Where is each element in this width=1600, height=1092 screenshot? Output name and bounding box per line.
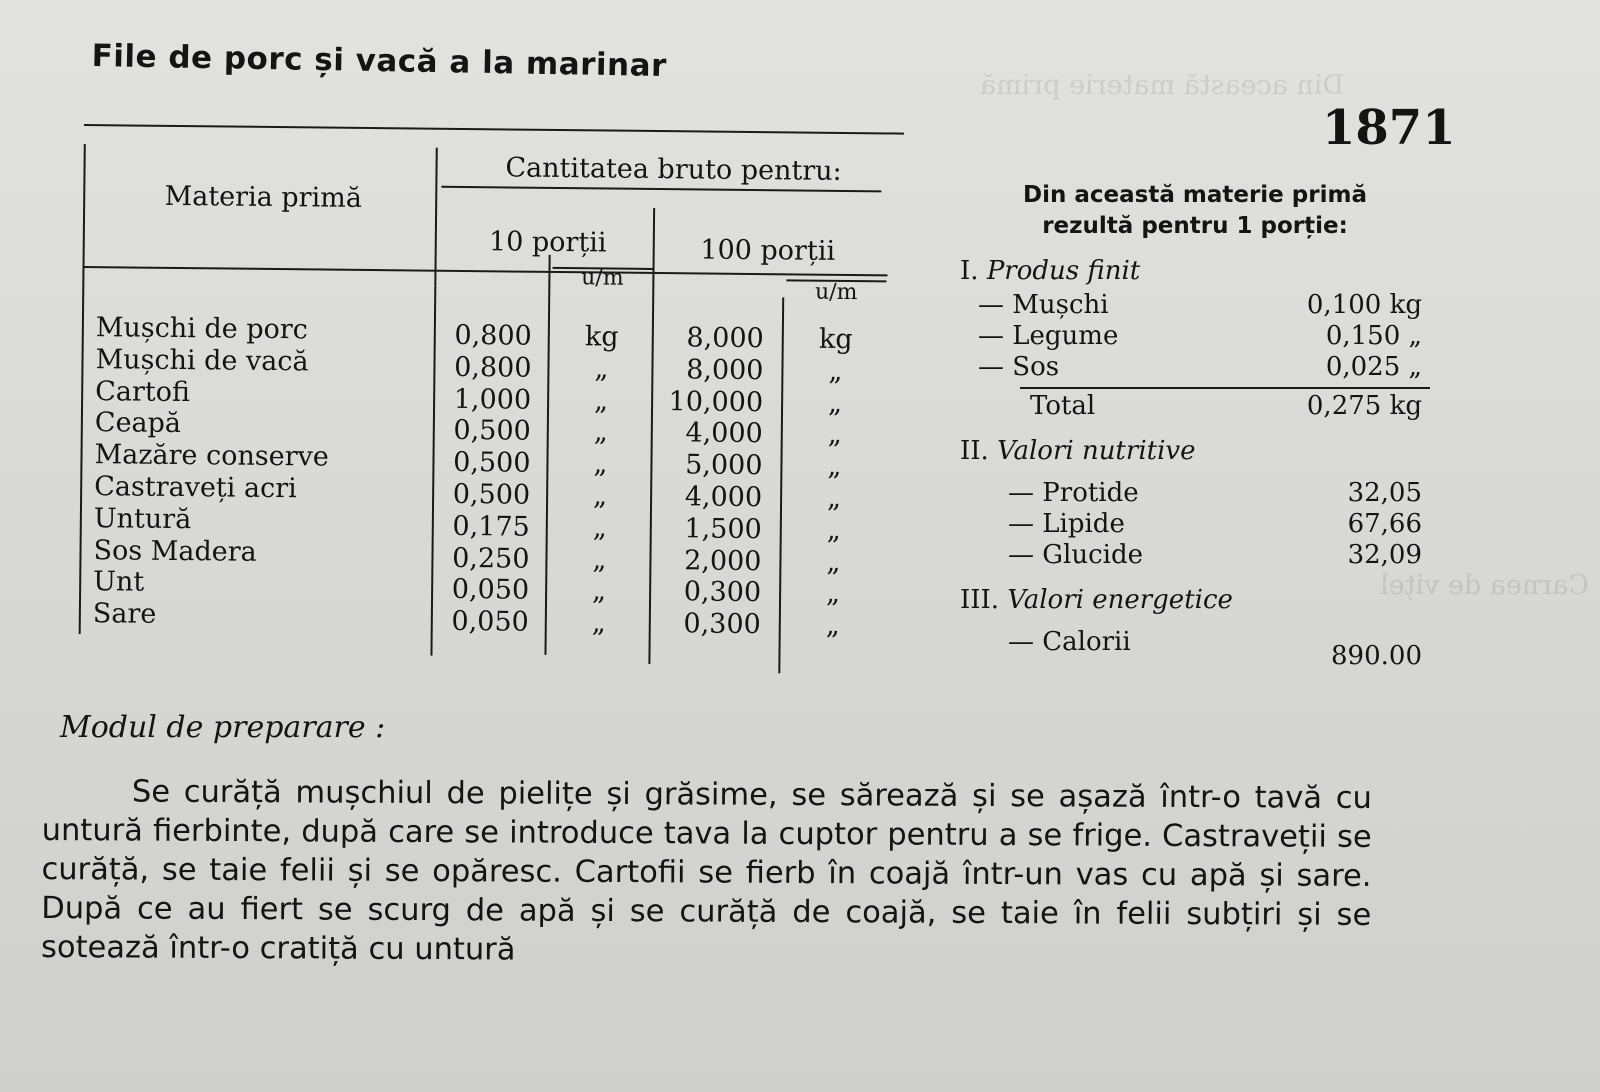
section-title: Valori energetice: [1007, 585, 1233, 615]
ingredients-table: [78, 124, 918, 691]
method-title: Modul de preparare :: [60, 710, 386, 745]
bleed-through-text: Carnea de vițel: [1380, 570, 1589, 601]
um-10: „: [592, 480, 608, 512]
yield-line: [960, 619, 1430, 671]
section-energetic-values: [960, 581, 1430, 619]
table-divider: [79, 144, 86, 634]
yield-label: — Calorii: [1008, 627, 1131, 657]
qty-100-column: [651, 322, 764, 641]
yield-heading: [960, 180, 1430, 242]
qty-100: 5,000: [685, 449, 763, 482]
qty-100: 8,000: [686, 354, 764, 386]
ingredient-name: Unt: [93, 566, 145, 599]
section-nutritive-values: [960, 432, 1430, 470]
section-numeral: III.: [960, 585, 1000, 615]
um-10: „: [591, 575, 607, 607]
qty-100: 8,000: [686, 322, 764, 355]
yield-label: — Glucide: [1008, 540, 1144, 570]
yield-line: [960, 540, 1430, 571]
header-um-100: u/m: [814, 279, 858, 306]
table-top-rule: [84, 124, 904, 135]
um-10: „: [593, 384, 609, 417]
recipe-number: 1871: [1322, 100, 1456, 156]
header-raw-material: Materia primă: [164, 180, 363, 214]
ingredient-name: Castraveți acri: [94, 471, 297, 505]
ingredient-name: Ceapă: [94, 407, 182, 440]
um-10: „: [592, 543, 607, 576]
qty-100: 10,000: [668, 385, 764, 418]
method-text: Se curăță mușchiul de pielițe și grăsime, se sărează și se așază într-o tavă cu untură fierbinte, după care se introduce tava la cuptor pentru a se frige. Castraveții se curăță, se taie felii și se opăresc. Cartofii se fierb în coajă într-un vas cu apă și sare. După ce au fiert se scurg de apă și se curăță de coajă, se taie în felii subțiri și se sotează într-o cratiță cu untură: [40, 774, 1372, 968]
um-100: „: [826, 514, 841, 546]
um-100: kg: [818, 323, 853, 356]
ingredient-name: Mușchi de vacă: [95, 343, 309, 378]
qty-100: 2,000: [684, 544, 762, 577]
recipe-title: File de porc și vacă a la marinar: [91, 38, 668, 85]
section-title: Produs finit: [986, 256, 1141, 286]
qty-100: 4,000: [684, 481, 763, 514]
header-10-portions: 10 porții: [488, 226, 607, 259]
bleed-through-text: Din această materie primă: [980, 70, 1345, 101]
header-quantity: Cantitatea bruto pentru:: [505, 152, 842, 187]
qty-10-column: [433, 320, 532, 639]
yield-value: 32,05: [1347, 478, 1422, 508]
yield-line: [960, 290, 1430, 321]
um-10: „: [594, 353, 609, 385]
um-10: „: [592, 512, 607, 544]
yield-label: — Sos: [978, 352, 1060, 382]
qty-10: 0,500: [453, 415, 531, 448]
um-100: „: [826, 546, 841, 578]
um-100: „: [827, 419, 842, 451]
header-100-portions: 100 porții: [700, 234, 836, 267]
qty-100: 0,300: [683, 608, 761, 641]
yield-heading-line: rezultă pentru 1 porție:: [1042, 213, 1348, 239]
yield-line: [960, 321, 1430, 352]
ingredient-name: Untură: [93, 502, 192, 535]
table-divider: [441, 186, 881, 193]
yield-total: [960, 391, 1430, 422]
qty-100: 1,500: [684, 513, 762, 545]
yield-value: 0,150 „: [1325, 321, 1422, 351]
table-divider: [434, 148, 437, 286]
qty-10: 0,800: [454, 351, 532, 384]
ingredient-name: Cartofi: [95, 375, 191, 408]
section-title: Valori nutritive: [997, 436, 1196, 466]
qty-100: 4,000: [685, 417, 763, 450]
um-10: „: [593, 448, 608, 480]
qty-10: 0,500: [453, 447, 531, 479]
yield-label: — Lipide: [1008, 509, 1125, 539]
ingredient-names: [93, 312, 446, 634]
qty-100: 0,300: [683, 576, 762, 609]
table-header-rule: [82, 266, 887, 276]
total-rule: [1020, 387, 1430, 389]
um-10: „: [593, 416, 608, 448]
yield-label: — Protide: [1008, 478, 1139, 508]
yield-value: 32,09: [1347, 540, 1422, 570]
qty-10: 0,050: [451, 574, 530, 607]
section-finished-product: [960, 252, 1430, 290]
qty-10: 0,250: [452, 542, 530, 575]
total-value: 0,275 kg: [1306, 391, 1422, 421]
yield-label: — Mușchi: [978, 290, 1109, 320]
ingredient-name: Mazăre conserve: [94, 439, 329, 473]
qty-10: 0,500: [452, 478, 531, 511]
ingredient-name: Mușchi de porc: [95, 312, 309, 346]
yield-value: 67,66: [1347, 509, 1422, 539]
yield-per-portion: [960, 180, 1430, 671]
yield-line: [960, 478, 1430, 509]
total-label: Total: [1030, 391, 1096, 421]
um-100: „: [825, 578, 841, 610]
um-100: „: [826, 482, 842, 514]
um-10: kg: [584, 321, 619, 353]
ingredient-name: Sos Madera: [93, 534, 257, 568]
yield-value: 0,100 kg: [1306, 290, 1422, 320]
um-10: „: [591, 607, 606, 639]
section-numeral: II.: [960, 436, 989, 466]
qty-10: 1,000: [453, 383, 532, 416]
ingredient-name: Sare: [92, 598, 157, 630]
um-100-column: [783, 323, 886, 642]
yield-line: [960, 352, 1430, 383]
um-100: „: [825, 609, 840, 642]
um-100: „: [827, 387, 843, 419]
qty-10: 0,050: [451, 606, 529, 638]
yield-value: 0,025 „: [1325, 352, 1422, 382]
header-um-10: u/m: [581, 265, 624, 291]
yield-label: — Legume: [978, 321, 1119, 351]
yield-line: [960, 509, 1430, 540]
yield-heading-line: Din această materie primă: [1023, 182, 1367, 208]
qty-10: 0,175: [452, 510, 530, 543]
section-numeral: I.: [960, 256, 979, 286]
yield-value: 890.00: [1331, 641, 1422, 671]
qty-10: 0,800: [454, 319, 532, 352]
um-100: „: [827, 450, 842, 483]
table-divider: [652, 208, 655, 288]
um-100: „: [828, 355, 843, 387]
um-10-column: [549, 321, 652, 640]
